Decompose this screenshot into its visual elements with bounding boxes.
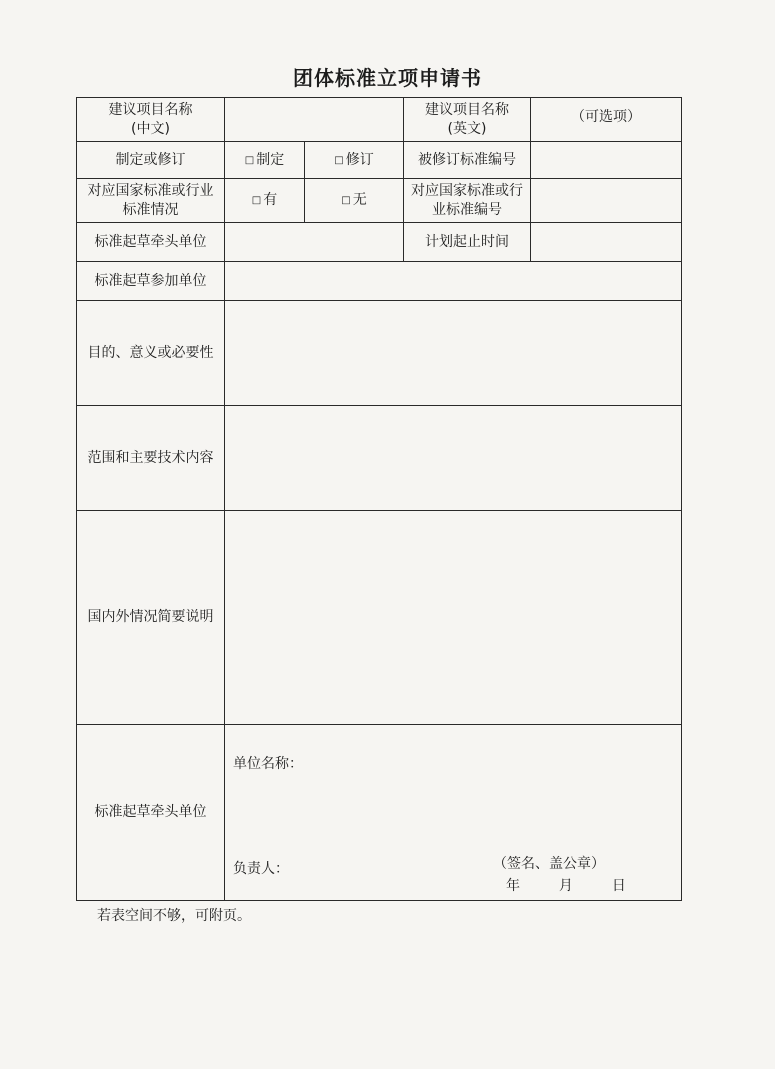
signature-date: [506, 877, 626, 896]
scope-label: 范围和主要技术内容: [77, 406, 225, 511]
national-standard-number-label: 对应国家标准或行业标准编号: [404, 179, 531, 223]
responsible-person-label: 负责人：: [233, 861, 289, 877]
signature-stamp-label: （签名、盖公章）: [493, 856, 605, 872]
page-title: 团体标准立项申请书: [293, 66, 482, 90]
option-revise[interactable]: [305, 142, 404, 179]
revised-number-field[interactable]: [531, 142, 682, 179]
situation-label: 国内外情况简要说明: [77, 511, 225, 725]
revise-type-label: 制定或修订: [77, 142, 225, 179]
unit-name-label: 单位名称：: [233, 756, 303, 772]
date-day-label: 日: [611, 878, 626, 894]
option-make-label: 制定: [256, 151, 285, 168]
national-standard-label: 对应国家标准或行业标准情况: [77, 179, 225, 223]
option-yes[interactable]: [225, 179, 305, 223]
date-month-label: 月: [558, 878, 573, 894]
project-name-en-field[interactable]: （可选项）: [531, 98, 682, 142]
purpose-label: 目的、意义或必要性: [77, 301, 225, 406]
plan-time-field[interactable]: [531, 223, 682, 262]
checkbox-yes-icon[interactable]: □: [251, 195, 262, 206]
participant-unit-label: 标准起草参加单位: [77, 262, 225, 301]
footnote: 若表空间不够，可附页。: [97, 908, 251, 924]
option-no[interactable]: [305, 179, 404, 223]
project-name-cn-field[interactable]: [225, 98, 404, 142]
option-make[interactable]: [225, 142, 305, 179]
application-form-table: [76, 97, 682, 901]
checkbox-no-icon[interactable]: □: [341, 195, 351, 206]
situation-field[interactable]: [225, 511, 682, 725]
project-name-cn-label: 建议项目名称 (中文): [77, 98, 225, 142]
checkbox-make-icon[interactable]: □: [244, 154, 255, 166]
checkbox-revise-icon[interactable]: □: [334, 154, 344, 166]
revised-number-label: 被修订标准编号: [404, 142, 531, 179]
plan-time-label: 计划起止时间: [404, 223, 531, 262]
option-no-label: 无: [352, 192, 367, 208]
lead-unit-label: 标准起草牵头单位: [77, 223, 225, 262]
national-standard-number-field[interactable]: [531, 179, 682, 223]
participant-unit-field[interactable]: [225, 262, 682, 301]
lead-unit-sign-label: 标准起草牵头单位: [77, 725, 225, 901]
purpose-field[interactable]: [225, 301, 682, 406]
project-name-en-label: 建议项目名称 (英文): [404, 98, 531, 142]
date-year-label: 年: [506, 878, 520, 894]
lead-unit-field[interactable]: [225, 223, 404, 262]
option-yes-label: 有: [263, 192, 278, 208]
signature-area[interactable]: [225, 725, 682, 901]
option-revise-label: 修订: [345, 151, 374, 168]
scope-field[interactable]: [225, 406, 682, 511]
